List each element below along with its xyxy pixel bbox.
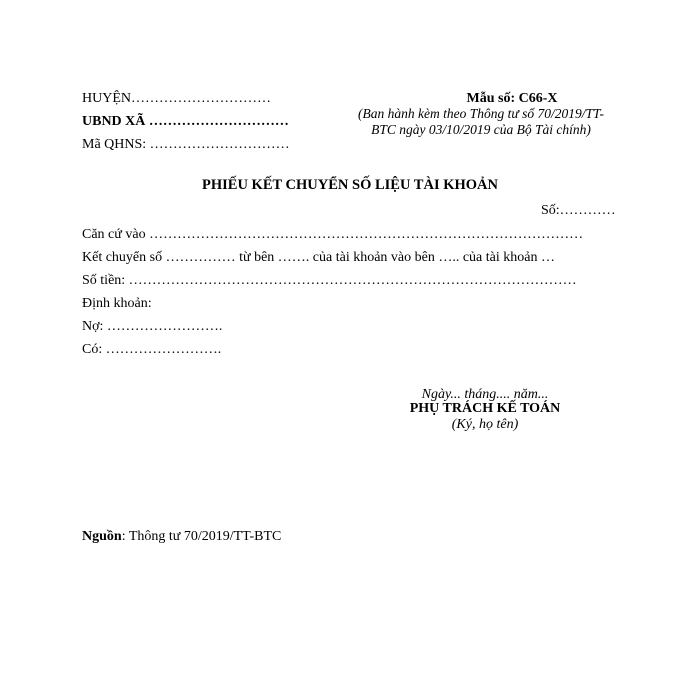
credit-field: Có: ……………………. [82,342,222,357]
debit-field: Nợ: ……………………. [82,319,223,334]
signature-date: Ngày... tháng.... năm... [421,387,549,402]
basis-field: Căn cứ vào ………………………………………………………………………………… [82,227,584,242]
source-text: : Thông tư 70/2019/TT-BTC [121,529,282,544]
signature-title: PHỤ TRÁCH KẾ TOÁN [409,401,561,416]
source-line [82,528,281,545]
document-title: PHIẾU KẾT CHUYỂN SỐ LIỆU TÀI KHOẢN [202,177,498,193]
qhns-line: Mã QHNS: ………………………… [82,137,290,152]
entry-label: Định khoản: [82,296,152,311]
document-number: Số:………… [541,203,616,218]
signature-note: (Ký, họ tên) [451,417,519,432]
form-issuance-note: (Ban hành kèm theo Thông tư số 70/2019/TT-BTC ngày 03/10/2019 của Bộ Tài chính) [358,106,604,137]
source-label: Nguồn [82,529,122,544]
district-line: HUYỆN………………………… [82,91,271,106]
commune-line: UBND XÃ ………………………… [82,114,289,129]
form-number: Mẫu số: C66-X [466,91,558,106]
amount-field: Số tiền: …………………………………………………………………………………… [82,273,577,288]
transfer-field: Kết chuyển số …………… từ bên ……. của tài khoản vào bên ….. của tài khoản … [82,250,555,265]
